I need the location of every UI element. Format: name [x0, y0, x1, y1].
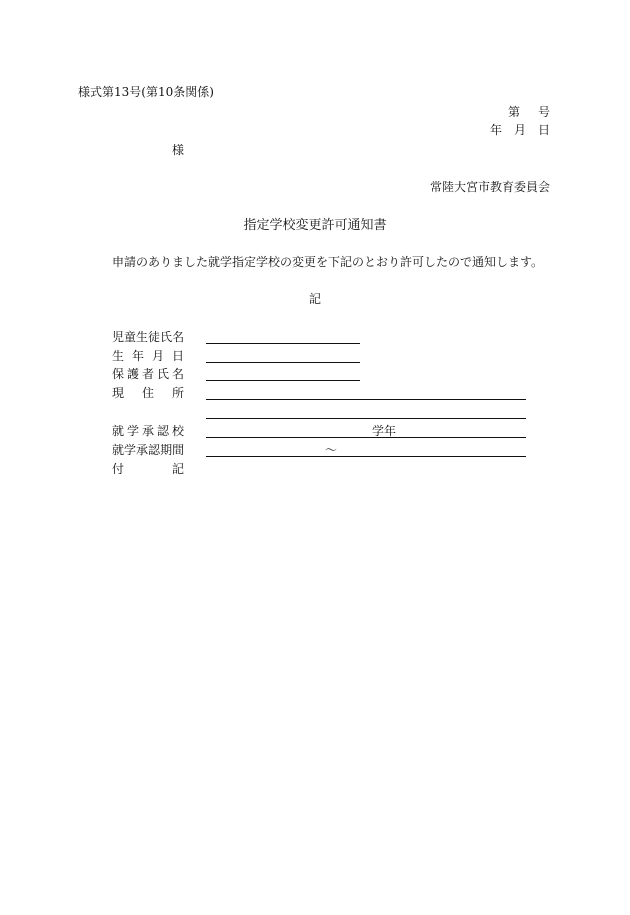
address-line-1[interactable]: [206, 399, 526, 400]
birthdate-line[interactable]: [206, 362, 360, 363]
form-number: 様式第13号(第10条関係): [78, 85, 214, 99]
address-line-2[interactable]: [206, 418, 526, 419]
notice-body: 申請のありました就学指定学校の変更を下記のとおり許可したので通知します。: [112, 255, 544, 269]
birthdate-label: 生 年 月 日: [112, 349, 184, 363]
grade-label: 学年: [372, 424, 397, 438]
guardian-name-label: 保 護 者 氏 名: [112, 367, 184, 381]
number-dai-label: 第: [507, 105, 520, 119]
number-go-label: 号: [537, 105, 550, 119]
address-label: 現 住 所: [112, 386, 184, 400]
student-name-label: 児 童 生 徒 氏 名: [112, 330, 185, 344]
approved-school-line[interactable]: [206, 437, 526, 438]
document-number-line: [508, 106, 550, 118]
issuer: 常陸大宮市教育委員会: [429, 180, 550, 194]
approval-period-label: 就 学 承 認 期 間: [112, 443, 185, 457]
guardian-name-line[interactable]: [206, 380, 360, 381]
date-month-label: 月: [513, 123, 526, 137]
date-day-label: 日: [537, 123, 550, 137]
date-year-label: 年: [489, 123, 502, 137]
document-title: 指定学校変更許可通知書: [243, 218, 387, 233]
period-tilde: ～: [325, 443, 338, 457]
addressee-suffix: 様: [172, 143, 185, 157]
approval-period-line[interactable]: [206, 456, 526, 457]
remarks-label: 付 記: [112, 462, 184, 476]
date-line: [490, 124, 550, 136]
student-name-line[interactable]: [206, 343, 360, 344]
ki-heading: 記: [308, 292, 321, 306]
approved-school-label: 就 学 承 認 校: [112, 424, 184, 438]
